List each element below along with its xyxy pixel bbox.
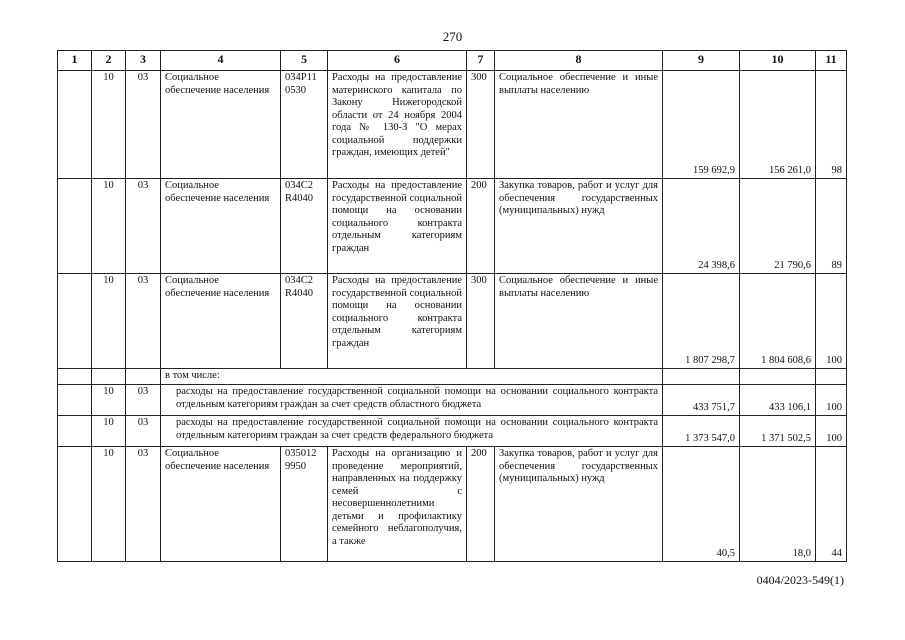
expense-description: Расходы на предоставление государственной социальной помощи на основании социального контракта отдельным категориям граждан	[328, 274, 467, 369]
section-name: Социальное обеспечение населения	[161, 71, 281, 179]
table-row	[58, 447, 847, 562]
target-article-code: 034Р11 0530	[281, 71, 328, 179]
row-cell	[58, 179, 92, 274]
table-row	[58, 416, 847, 447]
executed-amount: 1 804 608,6	[740, 274, 816, 369]
header-cell: 1	[58, 51, 92, 71]
sub-expense-description: расходы на предоставление государственной социальной помощи на основании социального контракта отдельным категориям граждан за счет средств областного бюджета	[161, 385, 663, 416]
row-cell	[58, 385, 92, 416]
row-cell	[92, 369, 126, 385]
expense-type-code: 200	[467, 179, 495, 274]
planned-amount: 40,5	[663, 447, 740, 562]
header-cell: 9	[663, 51, 740, 71]
subsection-code: 03	[126, 385, 161, 416]
header-cell: 3	[126, 51, 161, 71]
subsection-code: 03	[126, 416, 161, 447]
expense-type-name: Закупка товаров, работ и услуг для обеспечения государственных (муниципальных) нужд	[495, 447, 663, 562]
header-cell: 11	[816, 51, 847, 71]
section-code: 10	[92, 447, 126, 562]
expense-description: Расходы на предоставление материнского капитала по Закону Нижегородской области от 24 ноября 2004 года № 130-З "О мерах социальной поддержки граждан, имеющих детей"	[328, 71, 467, 179]
header-cell: 7	[467, 51, 495, 71]
execution-percent: 100	[816, 416, 847, 447]
row-cell	[58, 71, 92, 179]
row-cell	[816, 369, 847, 385]
target-article-code: 034С2 R4040	[281, 179, 328, 274]
subsection-code: 03	[126, 71, 161, 179]
header-cell: 2	[92, 51, 126, 71]
row-cell	[740, 369, 816, 385]
target-article-code: 034С2 R4040	[281, 274, 328, 369]
sub-expense-description: расходы на предоставление государственной социальной помощи на основании социального контракта отдельным категориям граждан за счет средств федерального бюджета	[161, 416, 663, 447]
execution-percent: 100	[816, 385, 847, 416]
table-row	[58, 71, 847, 179]
planned-amount: 1 807 298,7	[663, 274, 740, 369]
page-number: 270	[442, 29, 463, 44]
budget-table	[57, 50, 847, 562]
expense-description-text: Расходы на организацию и проведение мероприятий, направленных на поддержку семей с несовершеннолетними детьми и профилактику семейного неблагополучия, а также	[332, 448, 462, 547]
row-cell	[58, 274, 92, 369]
target-article-code: 035012 9950	[281, 447, 328, 562]
header-cell: 4	[161, 51, 281, 71]
executed-amount: 21 790,6	[740, 179, 816, 274]
row-cell	[663, 369, 740, 385]
expense-type-name: Социальное обеспечение и иные выплаты населению	[495, 274, 663, 369]
execution-percent: 98	[816, 71, 847, 179]
execution-percent: 89	[816, 179, 847, 274]
subsection-code: 03	[126, 447, 161, 562]
header-cell: 6	[328, 51, 467, 71]
execution-percent: 100	[816, 274, 847, 369]
header-cell: 5	[281, 51, 328, 71]
planned-amount: 1 373 547,0	[663, 416, 740, 447]
section-name: Социальное обеспечение населения	[161, 274, 281, 369]
expense-description: Расходы на предоставление государственной социальной помощи на основании социального контракта отдельным категориям граждан	[328, 179, 467, 274]
expense-description	[328, 447, 467, 562]
expense-type-code: 300	[467, 71, 495, 179]
executed-amount: 156 261,0	[740, 71, 816, 179]
planned-amount: 24 398,6	[663, 179, 740, 274]
table-row	[58, 385, 847, 416]
section-name: Социальное обеспечение населения	[161, 447, 281, 562]
subsection-code: 03	[126, 179, 161, 274]
section-code: 10	[92, 274, 126, 369]
header-cell: 10	[740, 51, 816, 71]
table-row	[58, 179, 847, 274]
row-cell	[58, 369, 92, 385]
expense-type-name: Социальное обеспечение и иные выплаты населению	[495, 71, 663, 179]
row-cell	[58, 447, 92, 562]
executed-amount: 433 106,1	[740, 385, 816, 416]
planned-amount: 433 751,7	[663, 385, 740, 416]
expense-type-name: Закупка товаров, работ и услуг для обеспечения государственных (муниципальных) нужд	[495, 179, 663, 274]
planned-amount: 159 692,9	[663, 71, 740, 179]
header-cell: 8	[495, 51, 663, 71]
row-cell	[58, 416, 92, 447]
in-that-label: в том числе:	[161, 369, 663, 385]
expense-type-code: 200	[467, 447, 495, 562]
executed-amount: 18,0	[740, 447, 816, 562]
expense-type-code: 300	[467, 274, 495, 369]
in-that-row	[58, 369, 847, 385]
execution-percent: 44	[816, 447, 847, 562]
table-row	[58, 274, 847, 369]
section-code: 10	[92, 71, 126, 179]
section-name: Социальное обеспечение населения	[161, 179, 281, 274]
document-code: 0404/2023-549(1)	[756, 573, 844, 587]
row-cell	[126, 369, 161, 385]
header-row	[58, 51, 847, 71]
subsection-code: 03	[126, 274, 161, 369]
section-code: 10	[92, 416, 126, 447]
section-code: 10	[92, 179, 126, 274]
executed-amount: 1 371 502,5	[740, 416, 816, 447]
section-code: 10	[92, 385, 126, 416]
